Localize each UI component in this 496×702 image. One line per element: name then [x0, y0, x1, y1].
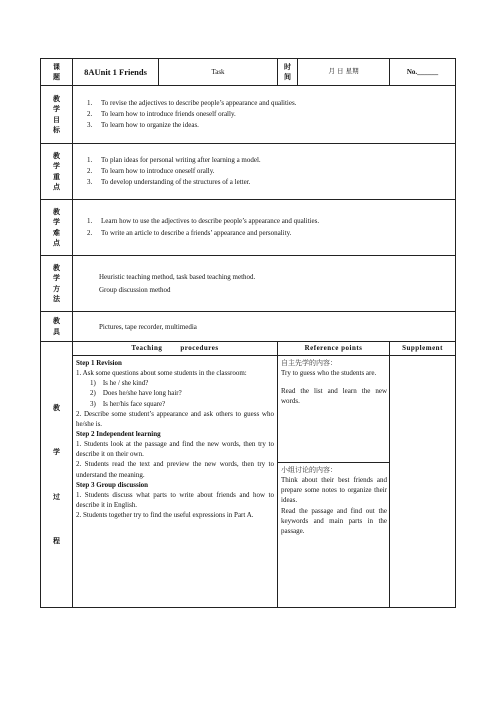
supplement-content: [390, 356, 456, 608]
list-item: 2. To learn how to introduce friends oneself orally.: [87, 109, 236, 118]
list-item: 2. To write an article to describe a friends’ appearance and personality.: [87, 228, 292, 237]
self-study-text: Try to guess who the students are.: [281, 369, 377, 378]
methods-row: [41, 256, 456, 312]
date-field: 月 日 星期: [298, 59, 390, 86]
step-3-title: Step 3 Group discussion: [76, 480, 149, 489]
self-study-box: [278, 356, 389, 462]
objectives-row: [41, 86, 456, 144]
step-1-question: 1) Is he / she kind?: [90, 379, 149, 388]
step-1-paragraph: 1. Ask some questions about some students in the classroom:: [76, 369, 247, 378]
methods-content: [73, 256, 456, 312]
step-3-paragraph: 2. Students together try to find the useful expressions in Part A.: [76, 511, 254, 520]
list-item: 1. To revise the adjectives to describe people’s appearance and qualities.: [87, 98, 297, 107]
tools-label: 教 具: [41, 312, 73, 342]
unit-title: 8AUnit 1 Friends: [73, 59, 159, 86]
key-points-label: 教 学 重 点: [41, 144, 73, 200]
teaching-procedures-content: [73, 356, 278, 608]
teaching-procedures-header: Teaching procedures: [73, 342, 278, 356]
group-discussion-text: Read the passage and find out the keywords and main parts in the passage.: [281, 506, 388, 535]
supplement-header: Supplement: [390, 342, 456, 356]
difficulties-row: [41, 200, 456, 256]
step-2-title: Step 2 Independent learning: [76, 429, 161, 438]
step-3-paragraph: 1. Students discuss what parts to write about friends and how to describe it in English.: [76, 490, 274, 509]
list-item: 3. To learn how to organize the ideas.: [87, 121, 199, 130]
methods-label: 教 学 方 法: [41, 256, 73, 312]
step-1-question: 2) Does he/she have long hair?: [90, 389, 182, 398]
list-item: 2. To learn how to introduce oneself orally.: [87, 166, 215, 175]
tools-text: Pictures, tape recorder, multimedia: [99, 323, 197, 332]
objectives-label: 教 学 目 标: [41, 86, 73, 144]
self-study-title: 自主先学的内容：: [281, 359, 337, 367]
procedure-body-row: [41, 356, 456, 608]
time-label: 时 间: [278, 59, 298, 86]
method-line: Heuristic teaching method, task based teaching method.: [99, 273, 256, 282]
reference-points-content: [278, 356, 390, 608]
number-field: No.______: [390, 59, 456, 86]
objectives-content: [73, 86, 456, 144]
reference-points-header: Reference points: [278, 342, 390, 356]
self-study-text: Read the list and learn the new words.: [281, 387, 388, 406]
step-1-paragraph: 2. Describe some student’s appearance and ask others to guess who he/she is.: [76, 409, 274, 428]
lesson-type: Task: [159, 59, 278, 86]
key-points-row: [41, 144, 456, 200]
list-item: 1. Learn how to use the adjectives to describe people’s appearance and qualities.: [87, 217, 320, 226]
tools-row: [41, 312, 456, 342]
key-points-content: [73, 144, 456, 200]
tools-content: [73, 312, 456, 342]
difficulties-label: 教 学 难 点: [41, 200, 73, 256]
step-2-paragraph: 1. Students look at the passage and find the new words, then try to describe it on their own.: [76, 440, 274, 459]
step-1-question: 3) Is her/his face square?: [90, 399, 166, 408]
header-row: [41, 59, 456, 86]
group-discussion-text: Think about their best friends and prepare some notes to organize their ideas.: [281, 476, 388, 505]
group-discussion-box: [278, 462, 389, 540]
method-line: Group discussion method: [99, 285, 171, 294]
list-item: 1. To plan ideas for personal writing after learning a model.: [87, 155, 261, 164]
topic-label: 课 题: [41, 59, 73, 86]
step-1-title: Step 1 Revision: [76, 359, 122, 367]
step-2-paragraph: 2. Students read the text and preview the new words, then try to understand the meaning.: [76, 460, 274, 479]
procedure-header-row: [41, 342, 456, 356]
group-discussion-title: 小组讨论的内容：: [281, 466, 337, 474]
lesson-plan-table: [40, 58, 456, 608]
procedure-side-label: 教 学 过 程: [41, 342, 73, 608]
difficulties-content: [73, 200, 456, 256]
list-item: 3. To develop understanding of the structures of a letter.: [87, 178, 251, 187]
